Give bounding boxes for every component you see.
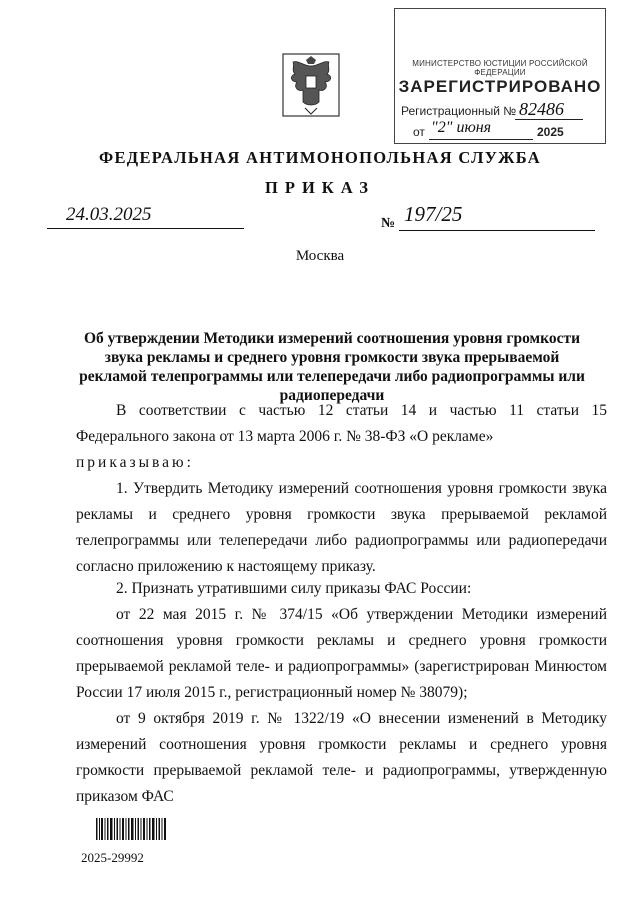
number-sign: №	[381, 216, 396, 231]
stamp-regno-value: 82486	[519, 99, 564, 119]
registration-stamp	[394, 8, 606, 144]
paragraph-repeal-2: от 9 октября 2019 г. № 1322/19 «О внесении изменений в Методику измерений соотношения уровня громкости рекламы и среднего уровня громкости прерываемой рекламой теле- и радиопрограммы, утвержденную приказом ФАС	[76, 710, 607, 805]
paragraph-basis: В соответствии с частью 12 статьи 14 и частью 11 статьи 15 Федерального закона от 13 марта 2006 г. № 38-ФЗ «О рекламе»	[76, 402, 607, 445]
stamp-registered: ЗАРЕГИСТРИРОВАНО	[398, 77, 602, 96]
paragraph-item-2: 2. Признать утратившими силу приказы ФАС России:	[116, 580, 472, 597]
city: Москва	[295, 248, 345, 264]
document-type: ПРИКАЗ	[265, 178, 375, 197]
stamp-regno-label: Регистрационный №	[401, 104, 517, 118]
document-id: 2025-29992	[81, 850, 144, 865]
stamp-date-value: "2" июня	[431, 119, 492, 136]
order-date: 24.03.2025	[66, 204, 152, 225]
document-title: Об утверждении Методики измерений соотношения уровня громкости звука рекламы и среднего уровня громкости звука прерываемой рекламой телепрограммы или телепередачи либо радиопрограммы или радиопередачи	[79, 330, 585, 404]
barcode-icon	[96, 818, 166, 840]
order-number: 197/25	[404, 202, 463, 226]
order-word: приказываю:	[76, 454, 194, 471]
date-underline	[47, 228, 244, 229]
paragraph-repeal-1: от 22 мая 2015 г. № 374/15 «Об утверждении Методики измерений соотношения уровня громкости рекламы и среднего уровня громкости прерываемой рекламой теле- и радиопрограммы» (зарегистрирован Минюстом России 17 июля 2015 г., регистрационный номер № 38079);	[76, 606, 607, 701]
stamp-ministry: МИНИСТЕРСТВО ЮСТИЦИИ РОССИЙСКОЙ ФЕДЕРАЦИИ	[412, 59, 588, 77]
paragraph-item-1: 1. Утвердить Методику измерений соотношения уровня громкости звука рекламы и среднего уровня громкости звука прерываемой рекламой телепрограммы или телепередачи либо радиопрограммы или радиопередачи согласно приложению к настоящему приказу.	[76, 480, 607, 575]
number-underline	[399, 230, 595, 231]
coat-of-arms-icon	[281, 52, 341, 118]
agency-name: ФЕДЕРАЛЬНАЯ АНТИМОНОПОЛЬНАЯ СЛУЖБА	[99, 148, 541, 167]
stamp-date-label: от	[413, 125, 425, 139]
stamp-year: 2025	[537, 125, 564, 139]
